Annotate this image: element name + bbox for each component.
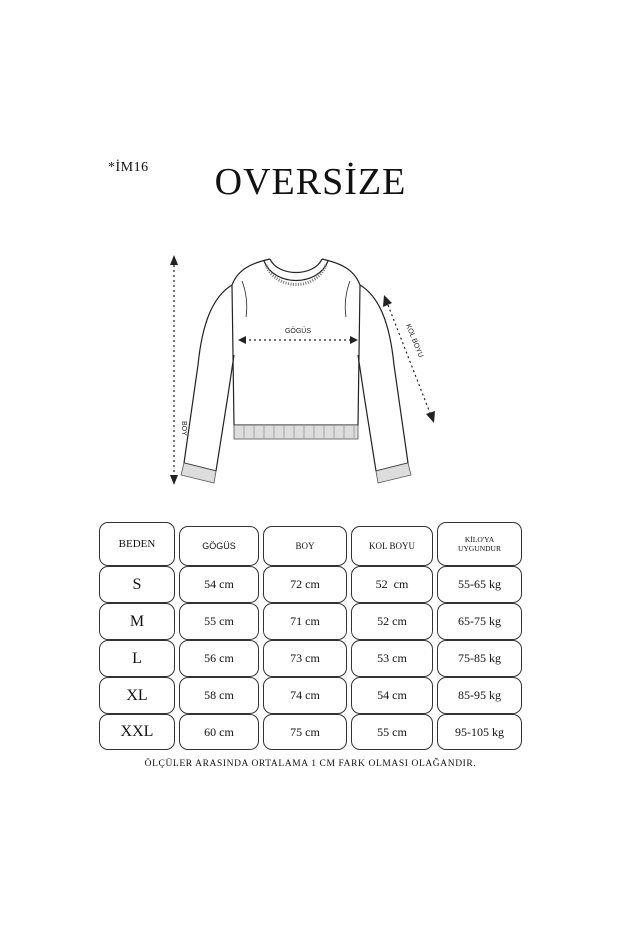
table-cell-chest: 55 cm — [179, 603, 259, 640]
table-header-chest: GÖGÜS — [179, 526, 259, 566]
table-cell-weight: 95-105 kg — [437, 714, 522, 750]
sweatshirt-collar — [270, 259, 322, 273]
table-cell-length: 71 cm — [263, 603, 347, 640]
table-header-sleeve: KOL BOYU — [351, 526, 433, 566]
table-cell-sleeve: 53 cm — [351, 640, 433, 677]
table-cell-length: 74 cm — [263, 677, 347, 714]
size-table — [99, 522, 522, 750]
table-header-weight: KİLO'YA UYGUNDUR — [437, 522, 522, 566]
sleeve-label: KOL BOYU — [404, 323, 424, 359]
table-cell-chest: 54 cm — [179, 566, 259, 603]
table-cell-sleeve: 52 cm — [351, 603, 433, 640]
table-cell-length: 72 cm — [263, 566, 347, 603]
sweatshirt-right-sleeve — [358, 285, 408, 471]
table-cell-size: M — [99, 603, 175, 640]
page-title: OVERSİZE — [214, 161, 407, 203]
table-cell-size: L — [99, 640, 175, 677]
sweatshirt-diagram — [160, 245, 450, 490]
table-header-length: BOY — [263, 526, 347, 566]
length-label: BOY — [180, 421, 187, 436]
table-cell-weight: 85-95 kg — [437, 677, 522, 714]
sweatshirt-left-sleeve — [184, 285, 234, 471]
length-measure-arrow — [170, 255, 178, 485]
table-cell-weight: 65-75 kg — [437, 603, 522, 640]
chest-label: GÖGÜS — [284, 328, 312, 335]
sleeve-measure-arrow — [383, 295, 435, 423]
table-cell-chest: 60 cm — [179, 714, 259, 750]
table-cell-weight: 55-65 kg — [437, 566, 522, 603]
table-cell-size: S — [99, 566, 175, 603]
table-header-size: BEDEN — [99, 522, 175, 566]
table-cell-chest: 58 cm — [179, 677, 259, 714]
product-code: *İM16 — [108, 160, 149, 175]
table-cell-size: XXL — [99, 714, 175, 750]
chest-measure-arrow — [238, 336, 358, 344]
table-cell-length: 73 cm — [263, 640, 347, 677]
measurement-footnote: ÖLÇÜLER ARASINDA ORTALAMA 1 CM FARK OLMASI OLAĞANDIR. — [144, 759, 477, 769]
table-cell-sleeve: 55 cm — [351, 714, 433, 750]
table-cell-weight: 75-85 kg — [437, 640, 522, 677]
table-cell-length: 75 cm — [263, 714, 347, 750]
table-cell-sleeve: 52 cm — [351, 566, 433, 603]
table-cell-sleeve: 54 cm — [351, 677, 433, 714]
table-cell-size: XL — [99, 677, 175, 714]
table-cell-chest: 56 cm — [179, 640, 259, 677]
